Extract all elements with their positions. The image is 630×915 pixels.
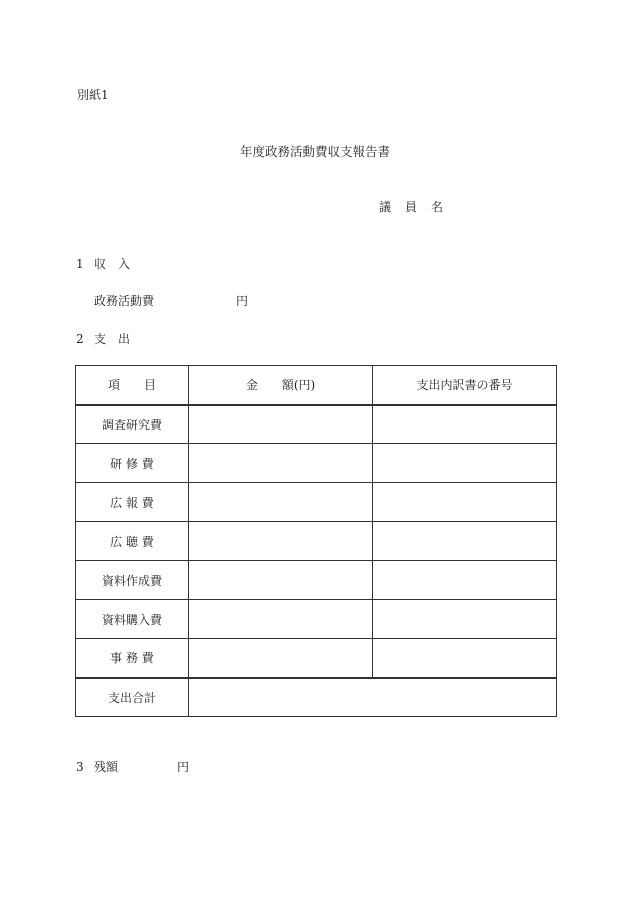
table-row [76,639,557,678]
table-row [76,600,557,639]
column-header-amount: 金 額(円) [189,366,373,405]
table-total-row [76,678,557,717]
section-title: 収 入 [94,257,131,271]
amount-cell[interactable] [189,405,373,444]
expense-item-label: 広 報 費 [76,483,189,522]
expense-item-label: 資料購入費 [76,600,189,639]
breakdown-number-cell[interactable] [373,444,557,483]
amount-cell[interactable] [189,600,373,639]
amount-cell[interactable] [189,639,373,678]
total-label: 支出合計 [76,678,189,717]
income-unit: 円 [236,294,249,308]
table-header-row [76,366,557,405]
expense-item-label: 事 務 費 [76,639,189,678]
breakdown-number-cell[interactable] [373,483,557,522]
table-row [76,522,557,561]
expense-item-label: 広 聴 費 [76,522,189,561]
report-title: 年度政務活動費収支報告書 [239,144,390,159]
attachment-label: 別紙1 [77,88,109,102]
total-amount-cell[interactable] [189,678,557,717]
expense-item-label: 研 修 費 [76,444,189,483]
table-row [76,561,557,600]
amount-cell[interactable] [189,444,373,483]
section-number: 2 [76,332,84,346]
income-section-heading [76,255,130,272]
remainder-section-heading [76,758,118,775]
expense-item-label: 調査研究費 [76,405,189,444]
member-name-label: 議 員 名 [379,200,445,214]
column-header-item: 項 目 [76,366,189,405]
breakdown-number-cell[interactable] [373,600,557,639]
section-number: 3 [76,760,84,774]
table-row [76,405,557,444]
breakdown-number-cell[interactable] [373,522,557,561]
income-item-label: 政務活動費 [94,294,155,308]
table-row [76,483,557,522]
breakdown-number-cell[interactable] [373,639,557,678]
expense-table [75,365,557,717]
expense-item-label: 資料作成費 [76,561,189,600]
column-header-breakdown-number: 支出内訳書の番号 [373,366,557,405]
amount-cell[interactable] [189,561,373,600]
amount-cell[interactable] [189,483,373,522]
section-title: 残額 [94,760,119,774]
breakdown-number-cell[interactable] [373,405,557,444]
table-row [76,444,557,483]
remainder-unit: 円 [177,760,190,774]
breakdown-number-cell[interactable] [373,561,557,600]
amount-cell[interactable] [189,522,373,561]
section-number: 1 [76,257,84,271]
expense-section-heading [76,330,130,347]
section-title: 支 出 [94,332,131,346]
